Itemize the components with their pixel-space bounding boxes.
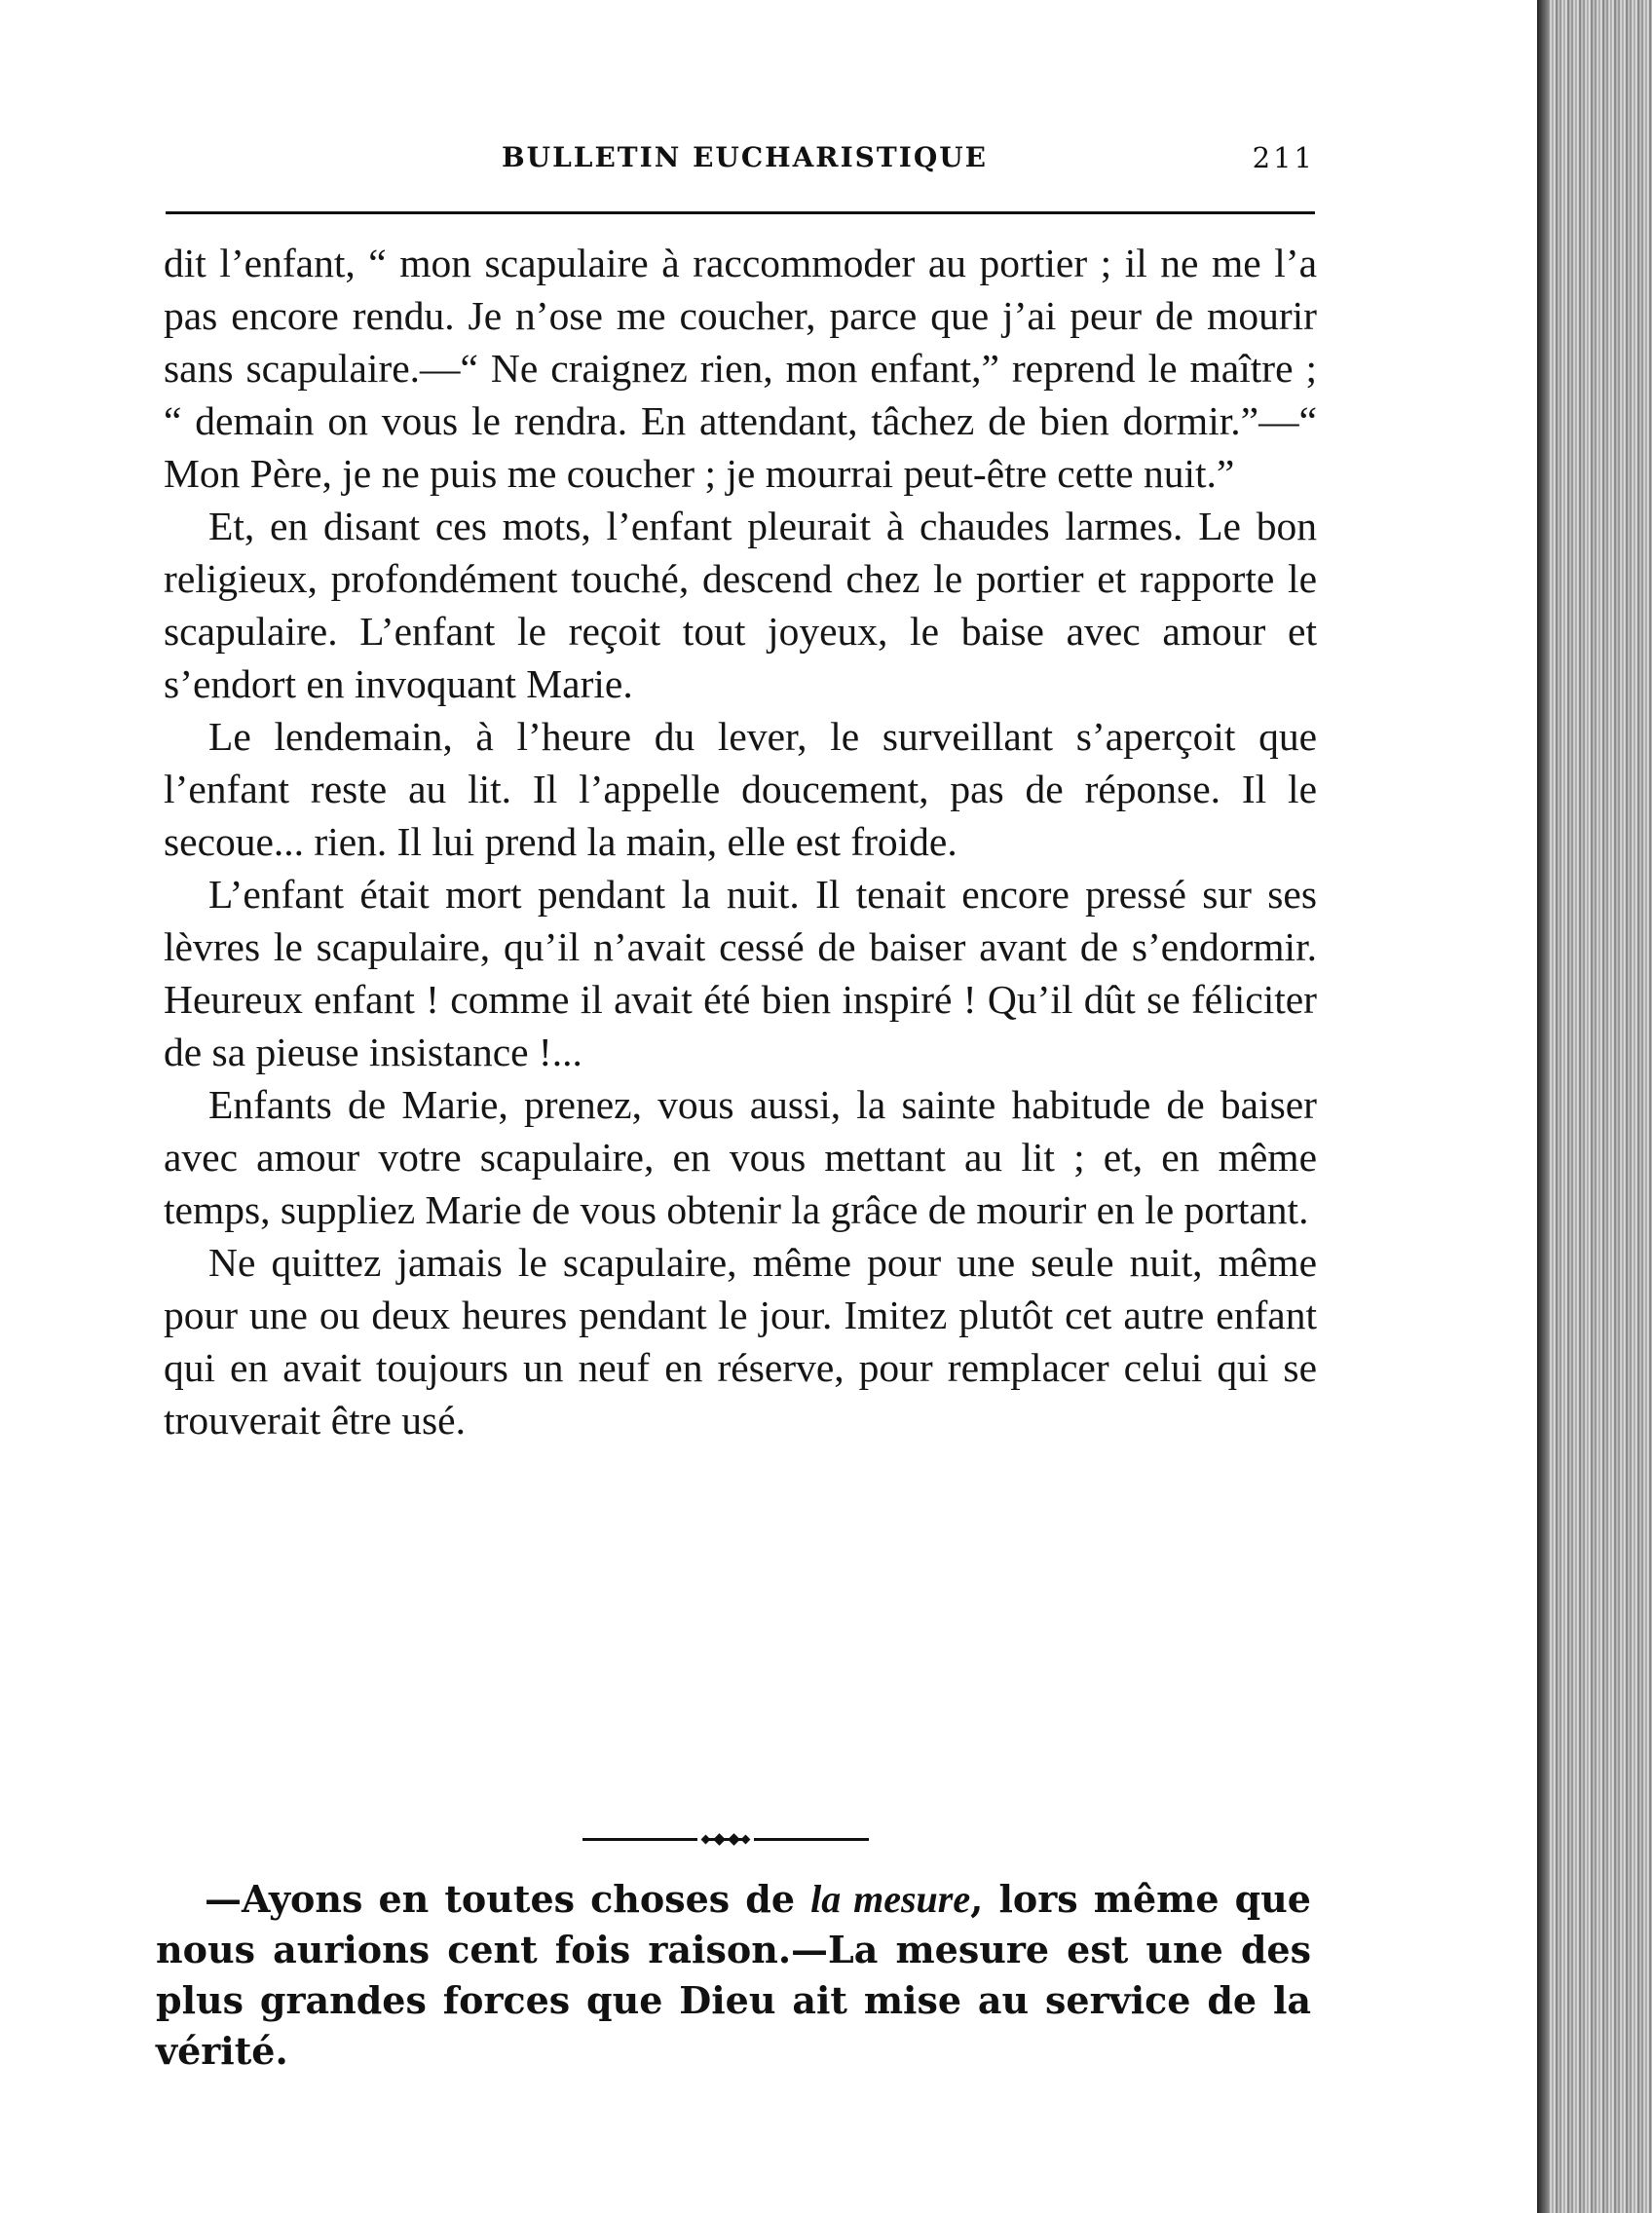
ornament-line-left (582, 1838, 697, 1841)
paragraph-1: dit l’enfant, “ mon scapulaire à raccommoder au portier ; il ne me l’a pas encore rendu. Je n’ose me coucher, parce que j’ai peur de mourir sans scapulaire.—“ Ne craignez rien, mon enfant,” reprend le maître ; “ demain on vous le rendra. En attendant, tâchez de bien dormir.”—“ Mon Père, je ne puis me coucher ; je mourrai peut-être cette nuit.” (164, 241, 1317, 496)
section-ornament (582, 1833, 869, 1845)
page-edge-stack (1537, 0, 1652, 2213)
paragraph-5: Enfants de Marie, prenez, vous aussi, la sainte habitude de baiser avec amour votre scapulaire, en vous mettant au lit ; et, en même temps, suppliez Marie de vous obtenir la grâce de mourir en le portant. (164, 1082, 1317, 1232)
header-rule (166, 211, 1315, 214)
maxim-block (156, 1874, 1311, 2077)
ornament-dot (741, 1835, 751, 1845)
body-text (164, 237, 1317, 1446)
running-title: BULLETIN EUCHARISTIQUE (502, 141, 988, 173)
paragraph-2: Et, en disant ces mots, l’enfant pleurait à chaudes larmes. Le bon religieux, profondément touché, descend chez le portier et rapporte le scapulaire. L’enfant le reçoit tout joyeux, le baise avec amour et s’endort en invoquant Marie. (164, 504, 1317, 706)
ornament-dot (701, 1835, 711, 1845)
ornament-line-right (754, 1838, 869, 1841)
maxim-emphasis: la mesure (810, 1877, 971, 1921)
ornament-dot (728, 1833, 740, 1846)
paragraph-4: L’enfant était mort pendant la nuit. Il tenait encore pressé sur ses lèvres le scapulaire, qu’il n’avait cessé de baiser avant de s’endormir. Heureux enfant ! comme il avait été bien inspiré ! Qu’il dût se féliciter de sa pieuse insistance !... (164, 872, 1317, 1074)
page-edge-shadow (1537, 0, 1549, 2213)
page-number: 211 (1252, 141, 1315, 174)
maxim-before: —Ayons en toutes choses de (205, 1877, 811, 1921)
ornament-dot (713, 1833, 726, 1846)
page-header (166, 141, 1315, 180)
paragraph-6: Ne quittez jamais le scapulaire, même pour une seule nuit, même pour une ou deux heures pendant le jour. Imitez plutôt cet autre enfant qui en avait toujours un neuf en réserve, pour remplacer celui qui se trouverait être usé. (164, 1240, 1317, 1443)
maxim-after: , lors même que nous aurions cent fois raison.—La mesure est une des plus grandes forces que Dieu ait mise au service de la vérité. (156, 1877, 1311, 2073)
maxim-paragraph (156, 1874, 1311, 2077)
paragraph-3: Le lendemain, à l’heure du lever, le surveillant s’aperçoit que l’enfant reste au lit. Il l’appelle doucement, pas de réponse. Il le secoue... rien. Il lui prend la main, elle est froide. (164, 714, 1317, 864)
